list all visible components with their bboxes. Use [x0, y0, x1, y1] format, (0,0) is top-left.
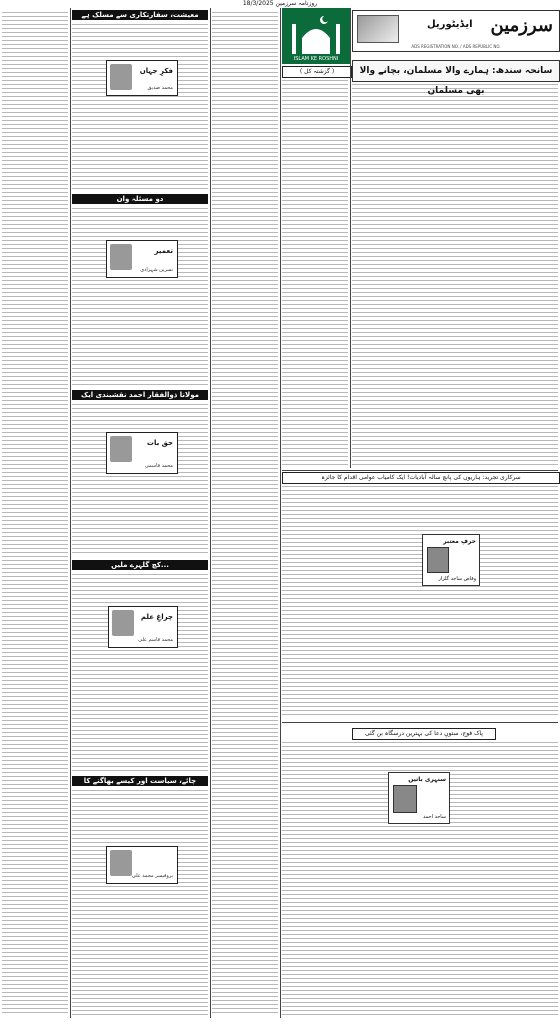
editorial-text: [282, 80, 348, 466]
section-headline: پاک فوج، ستونِ دعا کی بہترین درسگاہ بن گئی: [352, 728, 496, 740]
author-name: پروفیسر محمد علی: [131, 873, 173, 879]
column-title: کچ گلہرے ملیں...: [72, 560, 208, 570]
editorial-title: سانحہ سندھ: ہمارے والا مسلمان، بچانے والا بھی مسلمان: [352, 60, 560, 82]
section-headline: سرکاری تجرید: ہاریوں کی پانچ سالہ آبادیات! ایک کامیاب عوامی اقدام کا جائزہ: [282, 472, 560, 484]
author-photo: [393, 785, 417, 813]
column-divider: [350, 8, 351, 468]
editorial-text: [352, 84, 558, 466]
mosque-caption: ISLAM KE ROSHNI: [293, 56, 339, 62]
author-photo: [110, 436, 132, 462]
author-badge: سنہری باتیں: [408, 776, 446, 783]
column-text: [72, 24, 208, 190]
author-name: وقاص ساجد گلزار: [438, 576, 476, 582]
page-header-date: روزنامہ سرزمین 18/3/2025: [242, 0, 318, 7]
author-name: ساجد احمد: [422, 814, 446, 820]
section-text: [282, 486, 558, 718]
column-divider: [280, 8, 281, 1018]
column-title: دو مسئلہ وان: [72, 194, 208, 204]
author-card: [422, 534, 480, 586]
column-title: معیشت، سفارتکاری سے مسلک ہے: [72, 10, 208, 20]
author-name: نسرین شہزادی: [140, 267, 173, 273]
column-divider: [70, 8, 71, 1018]
column-title: مولانا ذوالفقار احمد نقشبندی ایک عظیم روحانی شخصیت: [72, 390, 208, 400]
author-photo: [110, 64, 132, 90]
author-badge: حق بات: [146, 439, 173, 447]
author-photo: [110, 850, 132, 876]
author-badge: تعمیر: [154, 247, 173, 255]
column-text: [72, 208, 208, 386]
author-name: محمد صدیق: [147, 85, 173, 91]
masthead: [352, 10, 560, 52]
newspaper-logo: سرزمین: [490, 15, 553, 36]
author-name: محمد قاسم علی: [138, 637, 173, 643]
masthead-registration: ADS REGISTRATION NO. / ADS REPUBLIC NO.: [411, 44, 501, 49]
author-card: [106, 432, 178, 474]
author-photo: [110, 244, 132, 270]
mosque-icon: [288, 12, 344, 56]
column-text: [72, 404, 208, 554]
column-divider: [210, 8, 211, 1018]
column-text: [72, 574, 208, 774]
author-badge: چراغِ علم: [140, 613, 173, 621]
author-card: [106, 60, 178, 96]
author-photo: [112, 610, 134, 636]
editorial-subline: ( گزشتہ کل ): [282, 66, 352, 78]
author-card: [106, 846, 178, 884]
author-name: محمد قاسمی: [144, 463, 173, 469]
author-badge: حرفِ معتبر: [443, 538, 476, 545]
section-divider: [282, 722, 558, 723]
author-card: [106, 240, 178, 278]
author-photo: [427, 547, 449, 573]
column-text: [212, 12, 278, 1016]
column-text-far-left: [2, 12, 68, 1016]
author-card: [388, 772, 450, 824]
column-text: [72, 790, 208, 1016]
author-card: [108, 606, 178, 648]
mosque-panel: [282, 8, 350, 64]
editorial-label: ایڈیٹوریل: [427, 19, 473, 30]
pen-illustration-icon: [357, 15, 399, 43]
section-divider: [282, 470, 558, 471]
author-badge: فکرِ جہاں: [139, 67, 173, 75]
column-title: چائے، سیاست اور کیسے بھاگنے کا سلیقہ: [72, 776, 208, 786]
